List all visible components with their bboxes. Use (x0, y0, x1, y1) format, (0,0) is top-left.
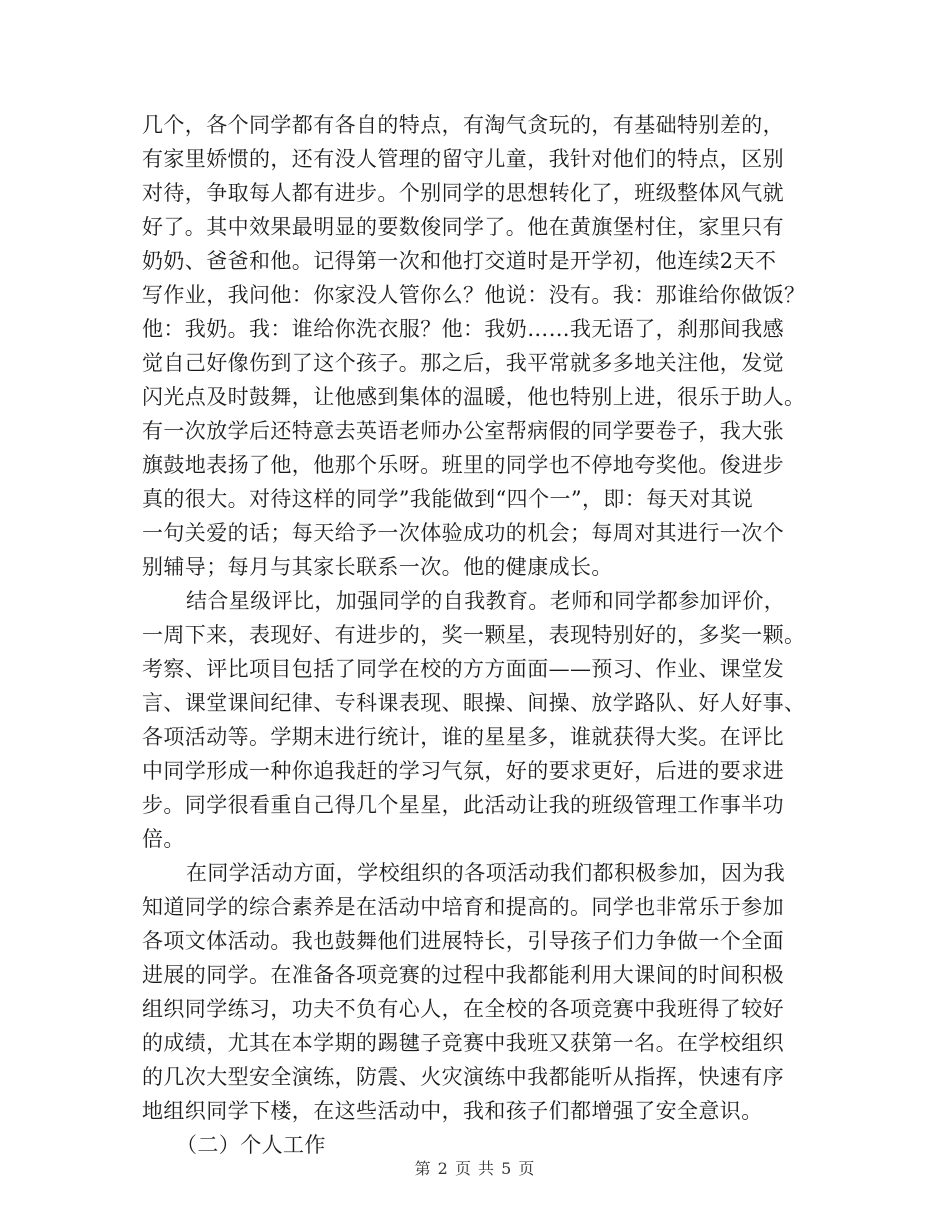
body-text-line: 奶奶、爸爸和他。记得第一次和他打交道时是开学初，他连续2天不 (142, 249, 777, 273)
body-text-line: 组织同学练习，功夫不负有心人，在全校的各项竞赛中我班得了较好 (142, 997, 784, 1021)
body-text-line: 好了。其中效果最明显的要数俊同学了。他在黄旗堡村住，家里只有 (142, 215, 784, 239)
body-text-line: 对待，争取每人都有进步。个别同学的思想转化了，班级整体风气就 (142, 181, 784, 205)
body-text-line: 一周下来，表现好、有进步的，奖一颗星，表现特别好的，多奖一颗。 (142, 623, 806, 647)
body-text-line: 有家里娇惯的，还有没人管理的留守儿童，我针对他们的特点，区别 (142, 147, 784, 171)
body-text-line: 知道同学的综合素养是在活动中培育和提高的。同学也非常乐于参加 (142, 895, 784, 919)
body-text-line: 言、课堂课间纪律、专科课表现、眼操、间操、放学路队、好人好事、 (142, 691, 806, 715)
body-text-line: 的几次大型安全演练，防震、火灾演练中我都能听从指挥，快速有序 (142, 1065, 784, 1089)
body-text-line: 几个，各个同学都有各自的特点，有淘气贪玩的，有基础特别差的， (142, 113, 784, 137)
body-text-line: 各项文体活动。我也鼓舞他们进展特长，引导孩子们力争做一个全面 (142, 929, 784, 953)
body-text-line: 各项活动等。学期末进行统计，谁的星星多，谁就获得大奖。在评比 (142, 725, 784, 749)
body-text-line: 闪光点及时鼓舞，让他感到集体的温暖，他也特别上进，很乐于助人。 (142, 385, 806, 409)
section-heading: （二）个人工作 (176, 1133, 326, 1157)
body-text-line: 考察、评比项目包括了同学在校的方方面面——预习、作业、课堂发 (142, 657, 784, 681)
body-text-line: 写作业，我问他：你家没人管你么？他说：没有。我：那谁给你做饭？ (142, 283, 806, 307)
body-text-line: 别辅导；每月与其家长联系一次。他的健康成长。 (142, 555, 613, 579)
body-text-line: 一句关爱的话；每天给予一次体验成功的机会；每周对其进行一次个 (142, 521, 784, 545)
paragraph-start-line: 结合星级评比，加强同学的自我教育。老师和同学都参加评价， (186, 589, 786, 613)
paragraph-start-line: 在同学活动方面，学校组织的各项活动我们都积极参加，因为我 (186, 861, 786, 885)
body-text-line: 有一次放学后还特意去英语老师办公室帮病假的同学要卷子，我大张 (142, 419, 784, 443)
body-text-line: 中同学形成一种你追我赶的学习气氛，好的要求更好，后进的要求进 (142, 759, 784, 783)
body-text-line: 的成绩，尤其在本学期的踢毽子竞赛中我班又获第一名。在学校组织 (142, 1031, 784, 1055)
page-footer: 第 2 页 共 5 页 (414, 1159, 536, 1178)
body-text-line: 步。同学很看重自己得几个星星，此活动让我的班级管理工作事半功 (142, 793, 784, 817)
body-text-line: 地组织同学下楼，在这些活动中，我和孩子们都增强了安全意识。 (142, 1099, 763, 1123)
body-text-line: 进展的同学。在准备各项竞赛的过程中我都能利用大课间的时间积极 (142, 963, 784, 987)
body-text-line: 真的很大。对待这样的同学”我能做到“四个一”，即：每天对其说 (142, 487, 754, 511)
body-text-line: 觉自己好像伤到了这个孩子。那之后，我平常就多多地关注他，发觉 (142, 351, 784, 375)
body-text-line: 他：我奶。我：谁给你洗衣服？他：我奶……我无语了，刹那间我感 (142, 317, 784, 341)
body-text-line: 旗鼓地表扬了他，他那个乐呀。班里的同学也不停地夸奖他。俊进步 (142, 453, 784, 477)
body-text-line: 倍。 (142, 827, 185, 851)
